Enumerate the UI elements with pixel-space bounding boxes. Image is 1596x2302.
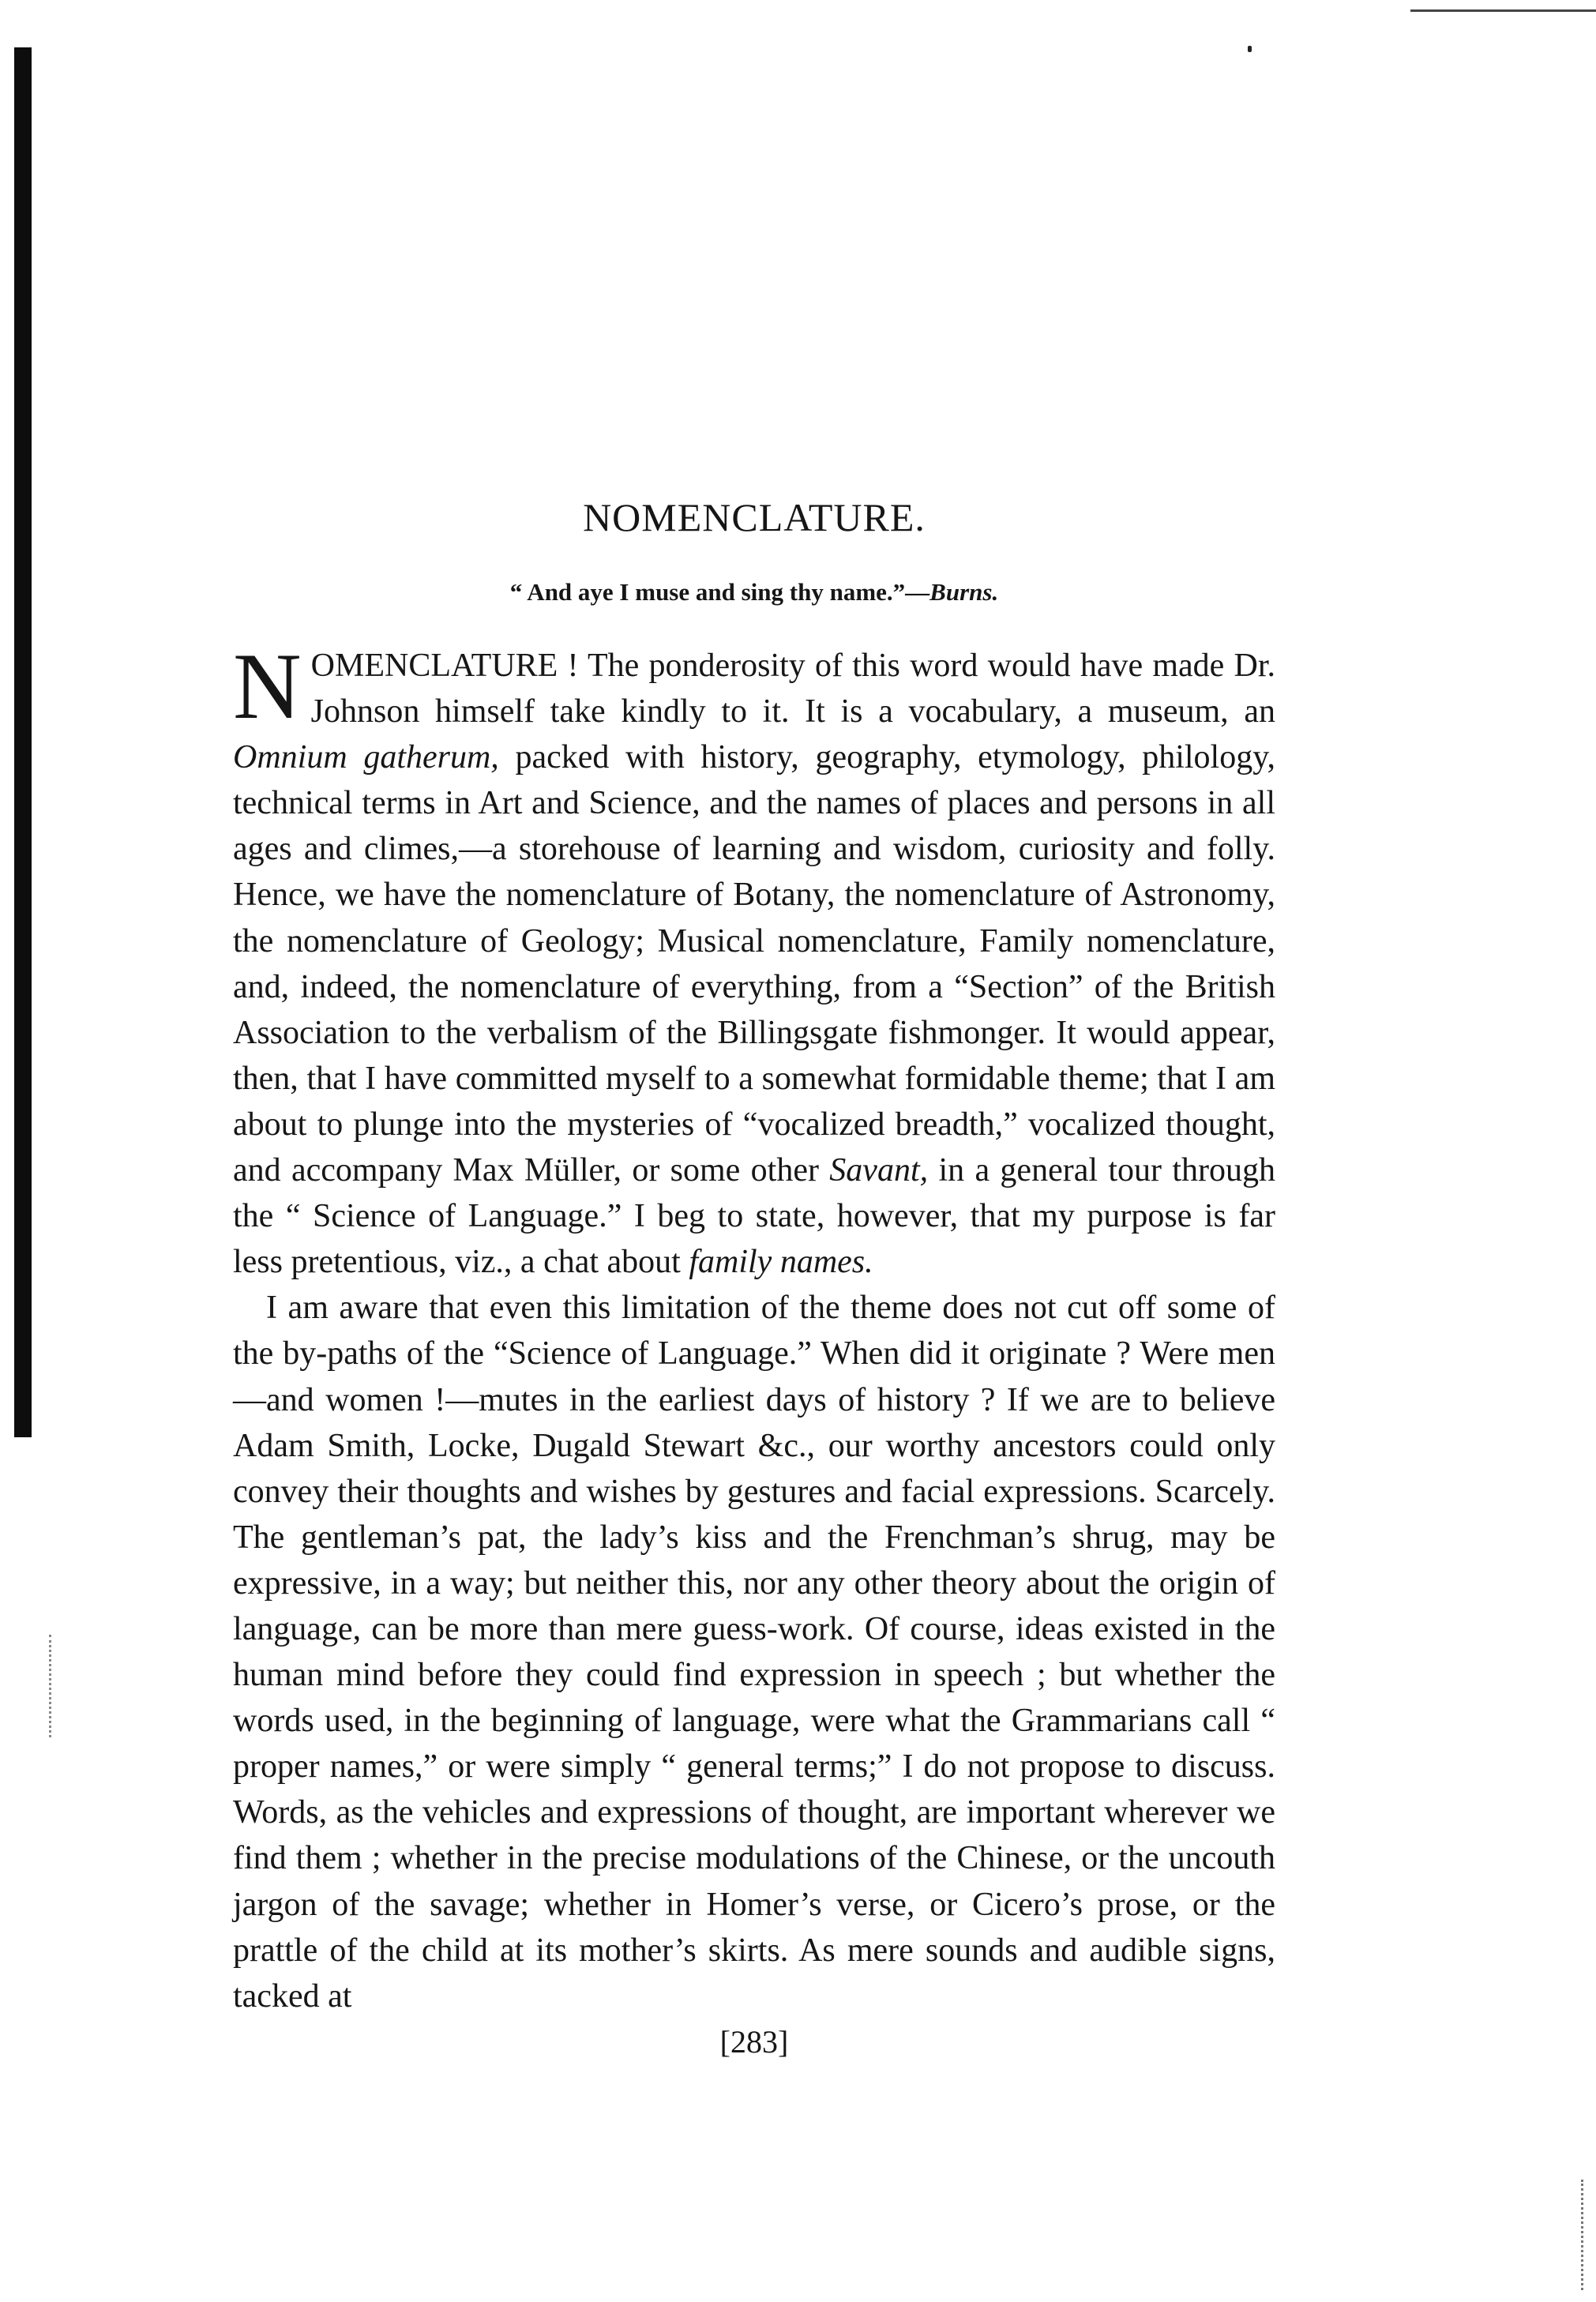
ink-speck	[1248, 46, 1252, 52]
italic-family-names: family names.	[689, 1244, 873, 1281]
edge-marks	[1581, 2180, 1586, 2290]
italic-omnium-gatherum: Omnium gatherum,	[233, 739, 499, 776]
epigraph	[233, 575, 1275, 610]
drop-cap: N	[233, 633, 302, 738]
epigraph-quote: “ And aye I muse and sing thy name.”—	[509, 578, 930, 606]
page-number: [283]	[719, 2023, 789, 2060]
paragraph-1-part-2: packed with history, geography, etymology, philology, technical terms in Art and Science, and the names of places and persons in all ages and climes,—a storehouse of learning and wisdom, curiosity and folly. Hence, we have the nomenclature of Botany, the nomenclature of Astronomy, the nomenclature of Geology; Musical nomenclature, Family nomenclature, and, indeed, the nomenclature of everything, from a “Section” of the British Association to the verbalism of the Billingsgate fishmonger. It would appear, then, that I have committed myself to a somewhat formidable theme; that I am about to plunge into the mysteries of “vocalized breadth,” vocalized thought, and accompany Max Müller, or some other	[233, 739, 1276, 1189]
paragraph-1	[233, 633, 1276, 1285]
binding-shadow	[14, 47, 32, 1437]
page-title: NOMENCLATURE.	[583, 495, 926, 539]
top-rule	[1410, 9, 1596, 12]
paragraph-1-part-1: OMENCLATURE ! The ponderosity of this word would have made Dr. Johnson himself take kindly to it. It is a vocabulary, a museum, an	[310, 648, 1275, 730]
italic-savant: Savant,	[829, 1152, 929, 1189]
epigraph-attribution: Burns.	[929, 578, 999, 606]
page-content	[233, 490, 1275, 2062]
paragraph-2: I am aware that even this limitation of the theme does not cut off some of the by-paths of the “Science of Language.” When did it originate ? Were men—and women !—mutes in the earliest days of history ? If we are to believe Adam Smith, Locke, Dugald Stewart &c., our worthy ancestors could only convey their thoughts and wishes by gestures and facial expressions. Scarcely. The gentleman’s pat, the lady’s kiss and the Frenchman’s shrug, may be expressive, in a way; but neither this, nor any other theory about the origin of language, can be more than mere guess-work. Of course, ideas existed in the human mind before they could find expression in speech ; but whether the words used, in the beginning of language, were what the Grammarians call “ proper names,” or were simply “ general terms;” I do not propose to discuss. Words, as the vehicles and expressions of thought, are important wherever we find them ; whether in the precise modulations of the Chinese, or the uncouth jargon of the savage; whether in Homer’s verse, or Cicero’s prose, or the prattle of the child at its mother’s skirts. As mere sounds and audible signs, tacked at	[233, 1290, 1275, 2015]
paragraph-1-part-3: in a general tour through the “ Science of Language.” I beg to state, however, that my purpose is far less pretentious, viz., a chat about	[233, 1152, 1275, 1281]
gutter-marks	[49, 1635, 54, 1737]
